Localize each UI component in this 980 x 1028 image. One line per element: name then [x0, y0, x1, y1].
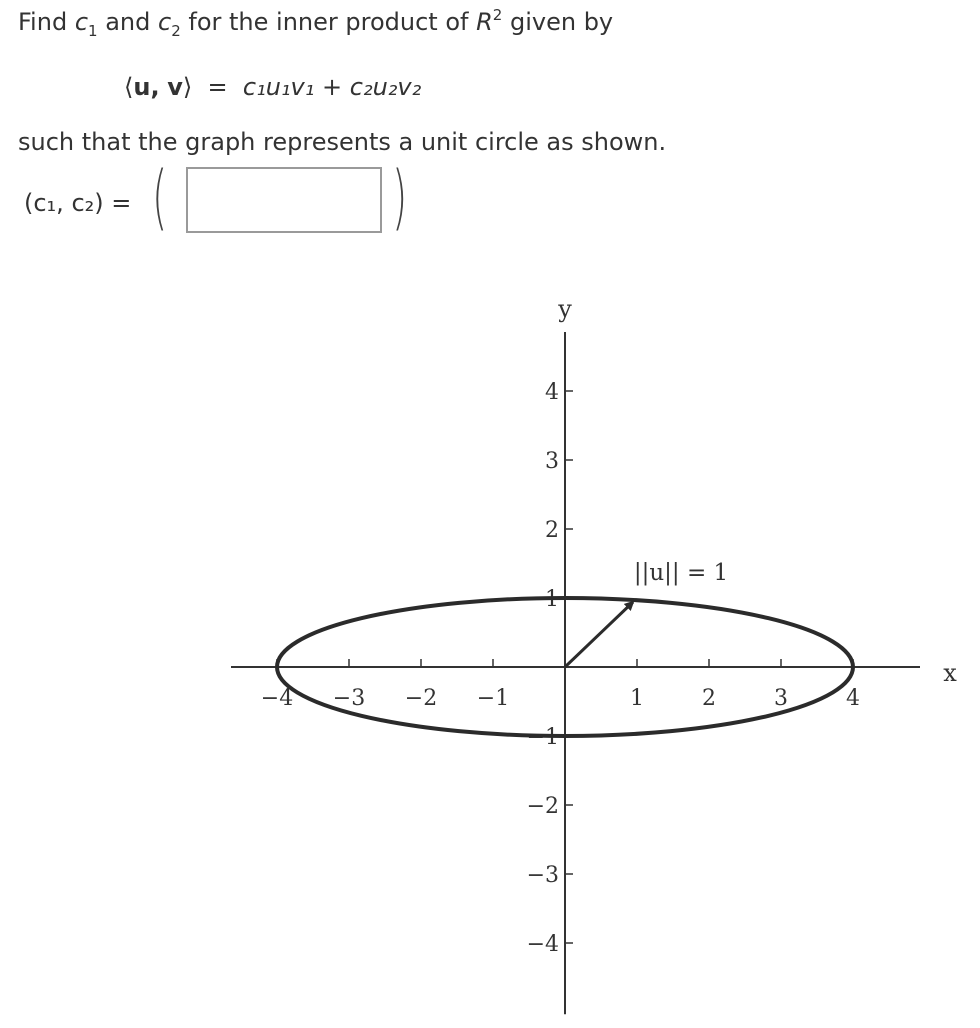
y-tick-label: 1: [545, 587, 559, 612]
formula-right-bracket: ⟩: [182, 73, 193, 101]
formula-left-bracket: ⟨: [124, 73, 134, 101]
answer-input[interactable]: [186, 167, 382, 233]
x-tick-label: 3: [774, 686, 788, 711]
x-tick-label: 2: [702, 686, 716, 711]
x-tick-label: 4: [846, 686, 860, 711]
y-tick-label: −2: [526, 794, 559, 819]
problem-intro: [18, 6, 614, 40]
formula-rhs: c₁u₁v₁ + c₂u₂v₂: [242, 73, 422, 101]
given-by-text: given by: [509, 8, 614, 36]
c2-subscript: 2: [171, 22, 181, 40]
c1-subscript: 1: [88, 22, 98, 40]
y-tick-label: 3: [545, 449, 559, 474]
formula-u: u: [133, 73, 151, 101]
y-tick-label: 4: [545, 380, 559, 405]
x-tick-label: 1: [630, 686, 644, 711]
y-axis-label: y: [558, 295, 572, 323]
c2-symbol: c: [158, 8, 172, 36]
formula-comma: ,: [150, 73, 160, 101]
graph: [0, 270, 980, 1024]
formula-v: v: [167, 73, 183, 101]
intro-rest-text: for the inner product of: [188, 8, 469, 36]
inner-product-formula: [124, 75, 421, 99]
norm-annotation: ||u|| = 1: [633, 560, 729, 586]
space-superscript: 2: [492, 6, 503, 24]
y-tick-label: 2: [545, 518, 559, 543]
formula-equals: =: [207, 73, 228, 101]
x-tick-label: −4: [260, 686, 294, 711]
answer-label: (c₁, c₂) =: [24, 189, 132, 217]
vector-u-arrow: [565, 602, 633, 667]
c1-symbol: c: [74, 8, 89, 36]
find-text: Find: [18, 8, 68, 36]
x-tick-label: −3: [332, 686, 366, 711]
y-tick-label: −3: [526, 863, 559, 888]
answer-right-paren: ): [392, 156, 408, 238]
x-tick-label: −1: [476, 686, 510, 711]
x-tick-label: −2: [404, 686, 438, 711]
problem-statement: such that the graph represents a unit circle as shown.: [18, 128, 667, 156]
y-tick-label: −4: [526, 932, 559, 957]
and-text: and: [105, 8, 151, 36]
answer-left-paren: (: [152, 156, 168, 238]
y-tick-label: −1: [526, 725, 559, 750]
x-axis-label: x: [943, 659, 957, 687]
space-symbol: R: [476, 8, 493, 36]
unit-circle-plot: [0, 270, 980, 1024]
